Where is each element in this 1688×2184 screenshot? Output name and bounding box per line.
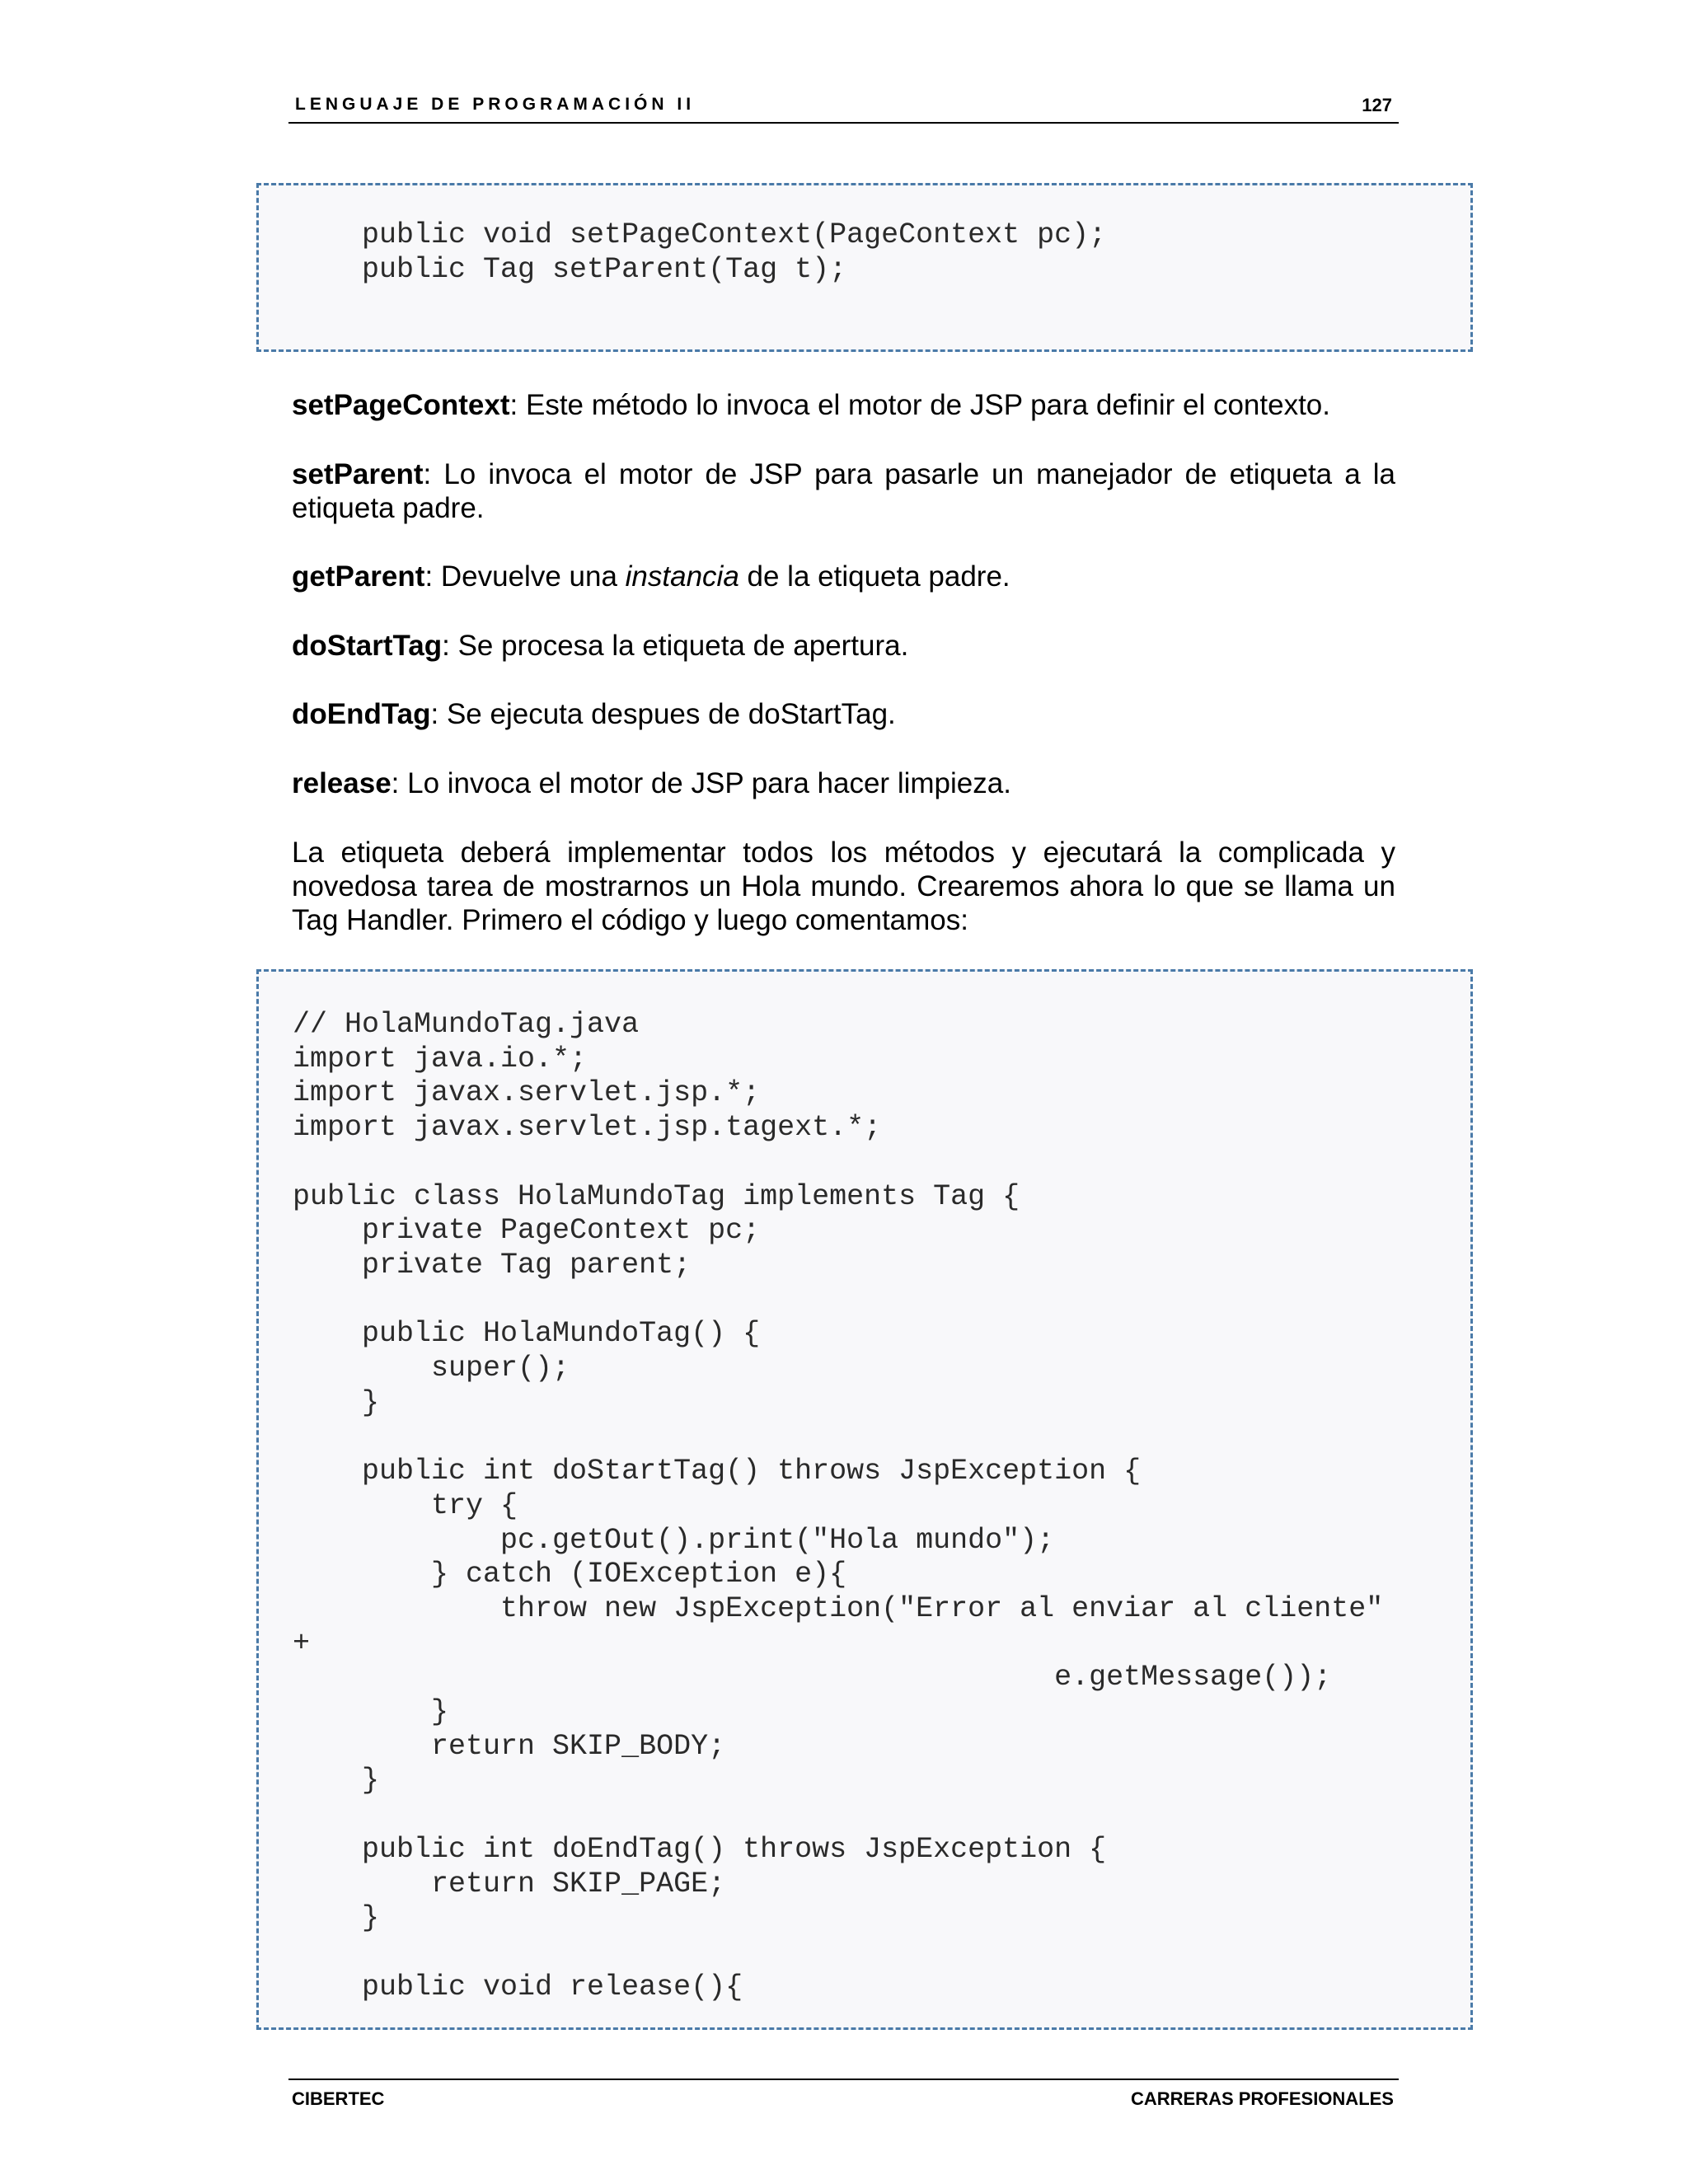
definition-text: : Lo invoca el motor de JSP para pasarle un manejador de etiqueta a la etiqueta padre.	[292, 458, 1395, 524]
code-block-holamundotag	[256, 969, 1473, 2030]
page-number: 127	[1362, 95, 1392, 115]
definition-text: : Lo invoca el motor de JSP para hacer limpieza.	[391, 767, 1011, 799]
footer-institution: CIBERTEC	[292, 2088, 385, 2109]
code-listing: public void setPageContext(PageContext pc); public Tag setParent(Tag t);	[362, 218, 1107, 286]
definition-text: : Este método lo invoca el motor de JSP para definir el contexto.	[509, 389, 1330, 421]
definition-term: doEndTag	[292, 698, 431, 730]
definition-term: getParent	[292, 560, 425, 593]
definition-doendtag	[292, 697, 1395, 731]
intro-paragraph: La etiqueta deberá implementar todos los métodos y ejecutará la complicada y novedosa tarea de mostrarnos un Hola mundo. Crearemos ahora lo que se llama un Tag Handler. Primero el código y luego comentamos:	[292, 837, 1395, 936]
footer-division: CARRERAS PROFESIONALES	[1130, 2088, 1394, 2109]
page-header	[288, 92, 1399, 124]
definition-setpagecontext	[292, 388, 1395, 422]
definition-dostarttag	[292, 629, 1395, 663]
definition-emphasis: instancia	[625, 560, 739, 593]
definition-text: : Se procesa la etiqueta de apertura.	[442, 630, 909, 662]
definition-release	[292, 766, 1395, 800]
definition-term: doStartTag	[292, 630, 443, 662]
definition-setparent	[292, 457, 1395, 525]
code-block-interface-methods	[256, 183, 1473, 352]
code-listing: // HolaMundoTag.java import java.io.*; import javax.servlet.jsp.*; import javax.servlet.jsp.tagext.*; public class HolaMundoTag implements Tag { private PageContext pc; private Tag parent; public HolaMundoTag() { super(); } public int doStartTag() throws JspException { try { pc.getOut().print("Hola mundo"); } catch (IOException e){ throw new JspException("Error al enviar al cliente" + e.getMessage()); } return SKIP_BODY; } public int doEndTag() throws JspException { return SKIP_PAGE; } public void release(){	[293, 1008, 1384, 2004]
definition-term: release	[292, 767, 392, 799]
page-footer	[288, 2079, 1399, 2113]
definition-text: : Se ejecuta despues de doStartTag.	[430, 698, 896, 730]
definition-getparent	[292, 560, 1395, 593]
document-title: LENGUAJE DE PROGRAMACIÓN II	[295, 95, 696, 114]
definition-text: de la etiqueta padre.	[738, 560, 1010, 593]
definition-text: : Devuelve una	[424, 560, 626, 593]
definition-term: setPageContext	[292, 389, 510, 421]
definition-term: setParent	[292, 458, 424, 490]
